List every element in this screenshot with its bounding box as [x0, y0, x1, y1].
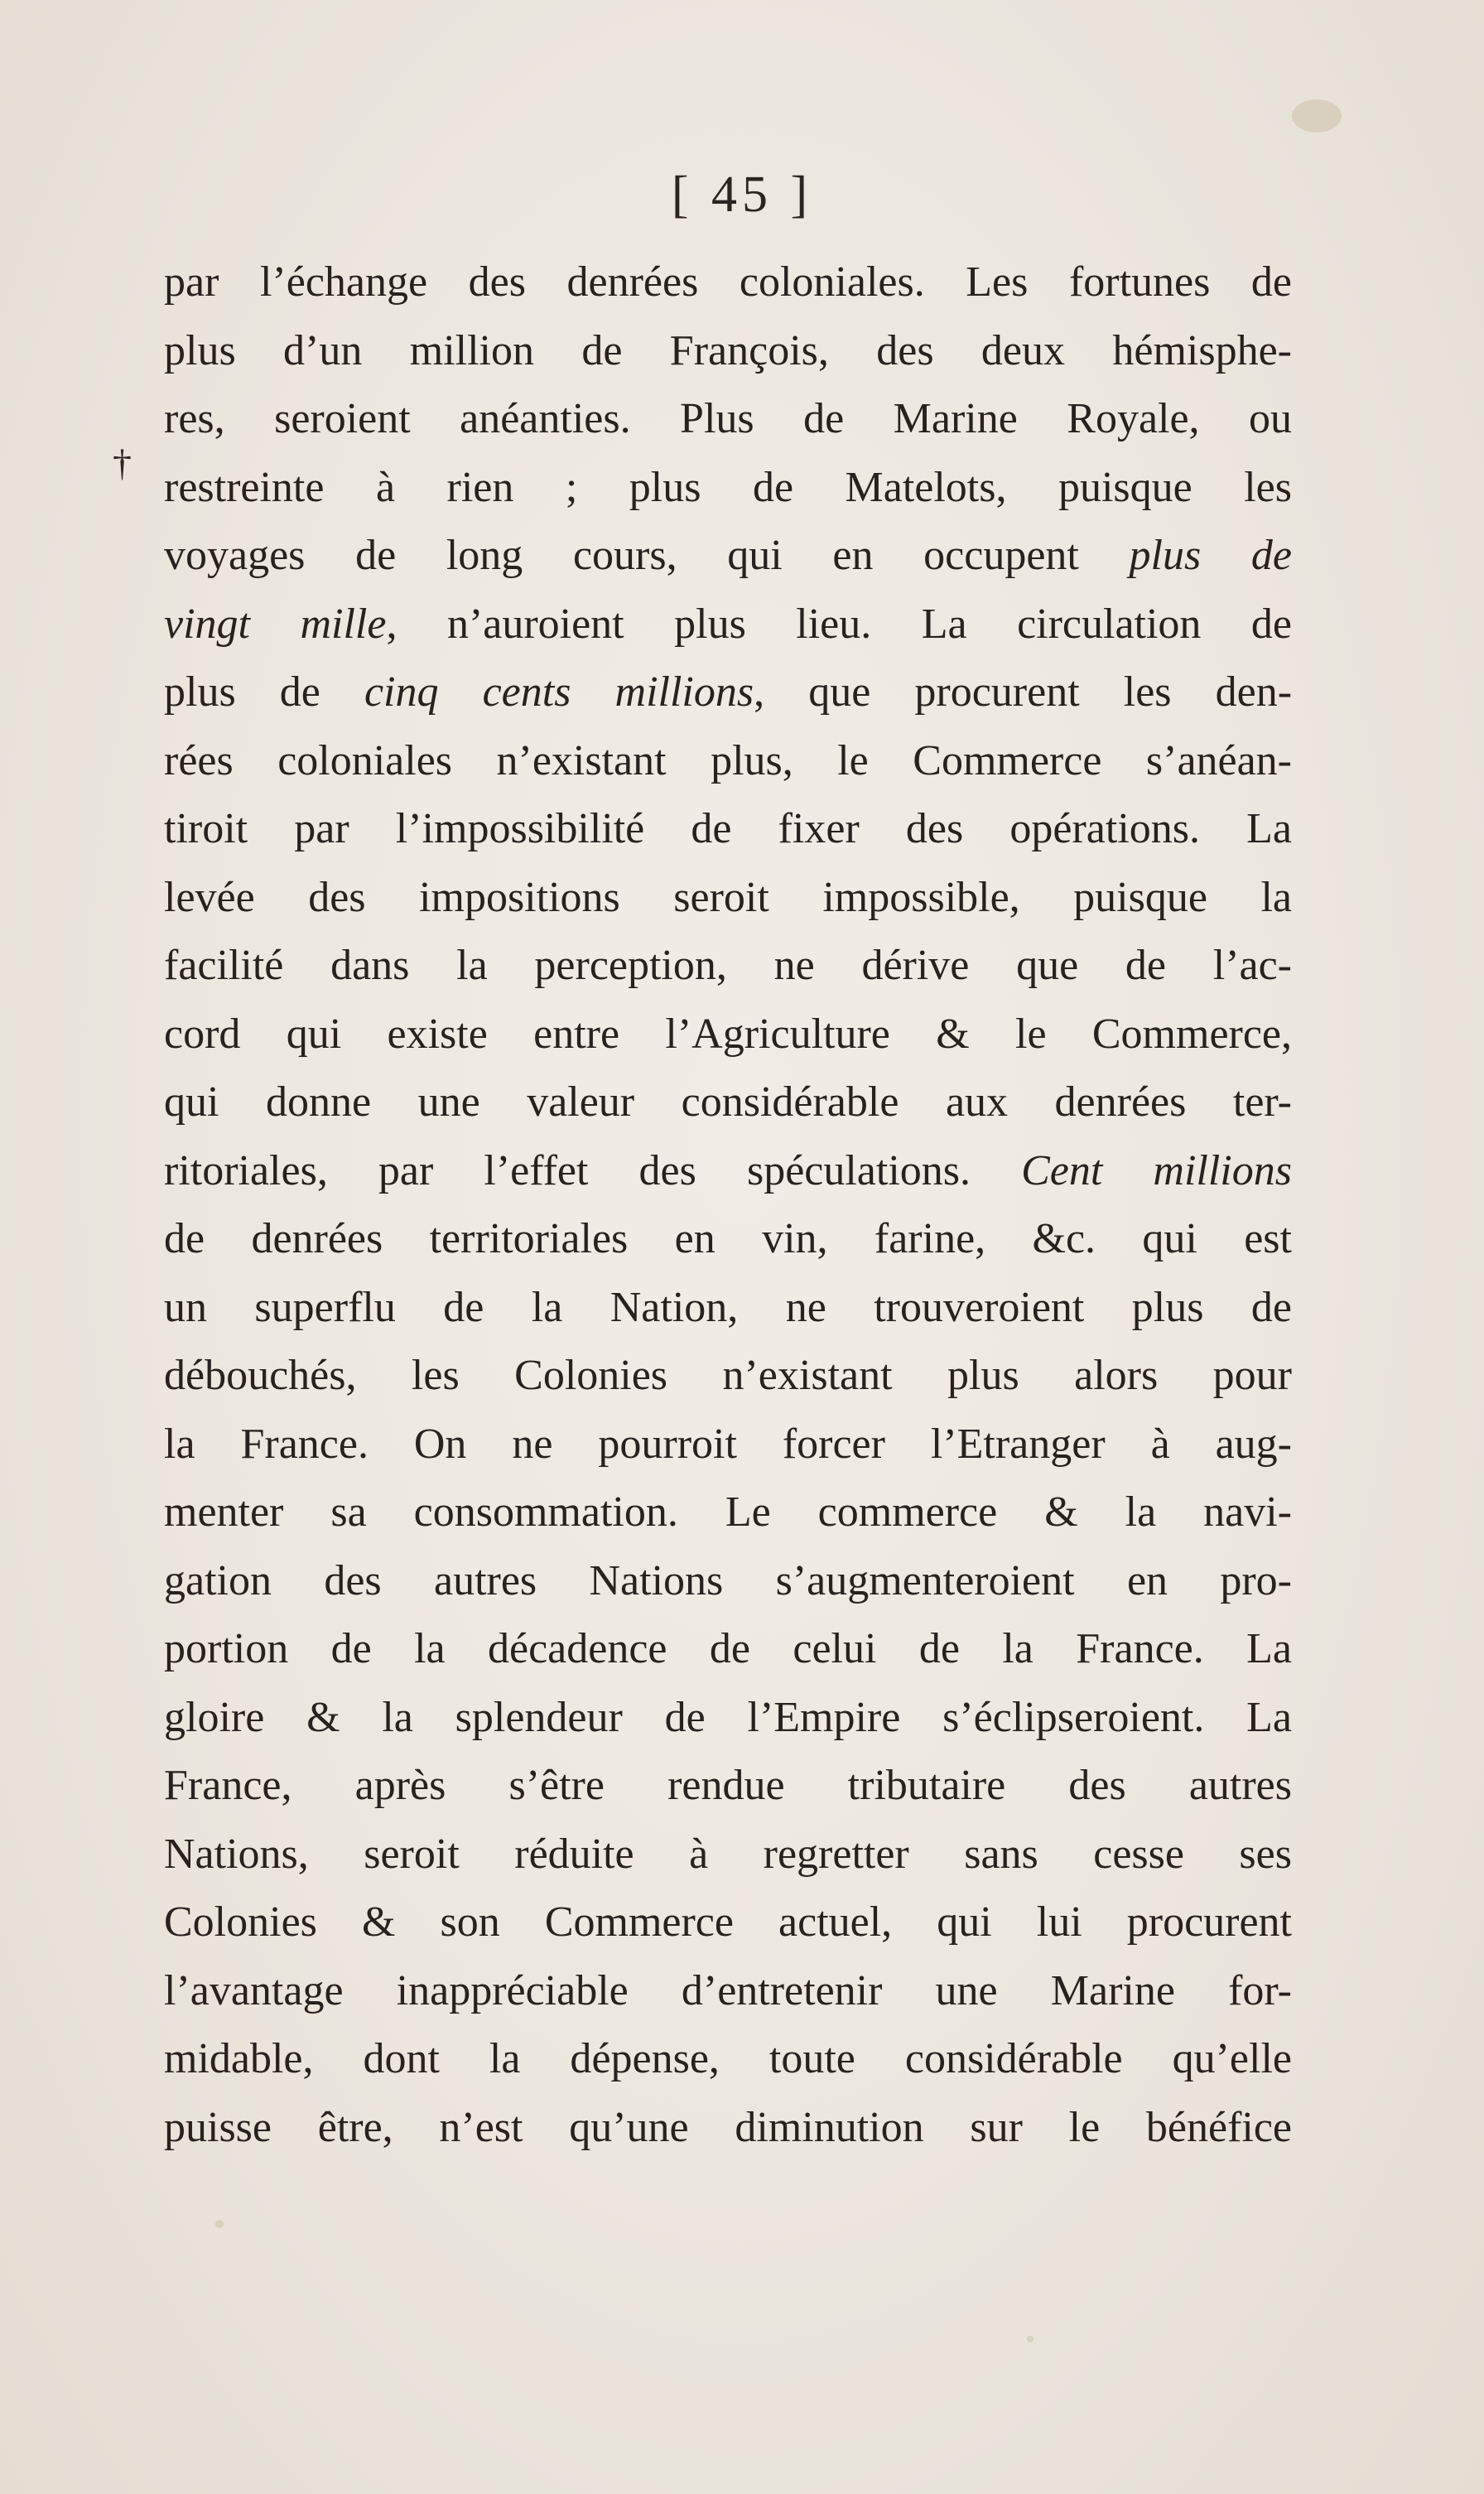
text-segment: res, seroient anéanties. Plus de Marine Royale, ou [164, 395, 1292, 442]
text-segment: gation des autres Nations s’augmenteroient en pro- [164, 1556, 1292, 1604]
text-line [164, 1274, 1292, 1343]
text-segment: , que procurent les den- [754, 668, 1292, 716]
text-line [164, 795, 1292, 864]
text-line [164, 385, 1292, 454]
text-line [164, 522, 1292, 591]
text-segment: cord qui existe entre l’Agriculture & le Commerce, [164, 1010, 1292, 1058]
text-segment: restreinte à rien ; plus de Matelots, puisque les [164, 463, 1292, 511]
paper-stain [1027, 2336, 1034, 2342]
text-line [164, 454, 1292, 523]
text-line [164, 1684, 1292, 1753]
text-line [164, 1342, 1292, 1411]
page-number: [ 45 ] [671, 166, 813, 223]
text-line [164, 1205, 1292, 1274]
text-segment: par l’échange des denrées coloniales. Les fortunes de [164, 258, 1292, 306]
text-line [164, 1069, 1292, 1137]
text-segment: plus d’un million de François, des deux hémisphe- [164, 326, 1292, 374]
text-segment: France, après s’être rendue tributaire des autres [164, 1762, 1292, 1809]
paper-stain [215, 2220, 224, 2228]
body-text [164, 248, 1292, 2162]
text-line [164, 248, 1292, 317]
text-line [164, 1889, 1292, 1957]
text-segment: facilité dans la perception, ne dérive que de l’ac- [164, 942, 1292, 989]
text-line [164, 864, 1292, 933]
text-segment: menter sa consommation. Le commerce & la navi- [164, 1488, 1292, 1536]
text-segment: qui donne une valeur considérable aux denrées ter- [164, 1078, 1292, 1126]
text-segment: voyages de long cours, qui en occupent [164, 532, 1130, 579]
text-segment: , n’auroient plus lieu. La circulation de [386, 600, 1292, 648]
text-line [164, 1479, 1292, 1547]
text-line [164, 1137, 1292, 1206]
text-segment: midable, dont la dépense, toute considérable qu’elle [164, 2035, 1292, 2082]
text-line [164, 591, 1292, 659]
text-segment: un superflu de la Nation, ne trouveroient plus de [164, 1283, 1292, 1331]
text-segment: plus de [164, 668, 364, 716]
italic-text: plus de [1129, 532, 1292, 579]
text-segment: ritoriales, par l’effet des spéculations. [164, 1146, 1022, 1194]
text-line [164, 2094, 1292, 2163]
text-line [164, 2025, 1292, 2094]
italic-text: Cent millions [1021, 1146, 1292, 1194]
text-line [164, 658, 1292, 727]
text-segment: rées coloniales n’existant plus, le Commerce s’anéan- [164, 736, 1292, 784]
text-segment: levée des impositions seroit impossible, puisque la [164, 873, 1292, 921]
text-segment: de denrées territoriales en vin, farine, &c. qui est [164, 1215, 1292, 1262]
text-line [164, 1411, 1292, 1479]
text-line [164, 317, 1292, 386]
text-line [164, 1001, 1292, 1069]
text-segment: tiroit par l’impossibilité de fixer des opérations. La [164, 805, 1292, 852]
text-line [164, 727, 1292, 796]
text-line [164, 1957, 1292, 2026]
text-line [164, 1615, 1292, 1684]
text-segment: Nations, seroit réduite à regretter sans cesse ses [164, 1830, 1292, 1878]
text-line [164, 932, 1292, 1001]
text-segment: la France. On ne pourroit forcer l’Etranger à aug- [164, 1420, 1292, 1468]
text-segment: gloire & la splendeur de l’Empire s’éclipseroient. La [164, 1693, 1292, 1741]
text-segment: puisse être, n’est qu’une diminution sur le bénéfice [164, 2103, 1292, 2151]
italic-text: vingt mille [164, 600, 387, 648]
text-segment: portion de la décadence de celui de la France. La [164, 1625, 1292, 1672]
text-line [164, 1752, 1292, 1821]
text-segment: débouchés, les Colonies n’existant plus alors pour [164, 1352, 1292, 1399]
paper-stain [1292, 99, 1342, 133]
text-segment: l’avantage inappréciable d’entretenir une Marine for- [164, 1966, 1292, 2014]
italic-text: cinq cents millions [364, 668, 754, 716]
text-line [164, 1547, 1292, 1616]
text-segment: Colonies & son Commerce actuel, qui lui procurent [164, 1898, 1292, 1946]
margin-mark: † [113, 441, 132, 484]
text-line [164, 1821, 1292, 1889]
